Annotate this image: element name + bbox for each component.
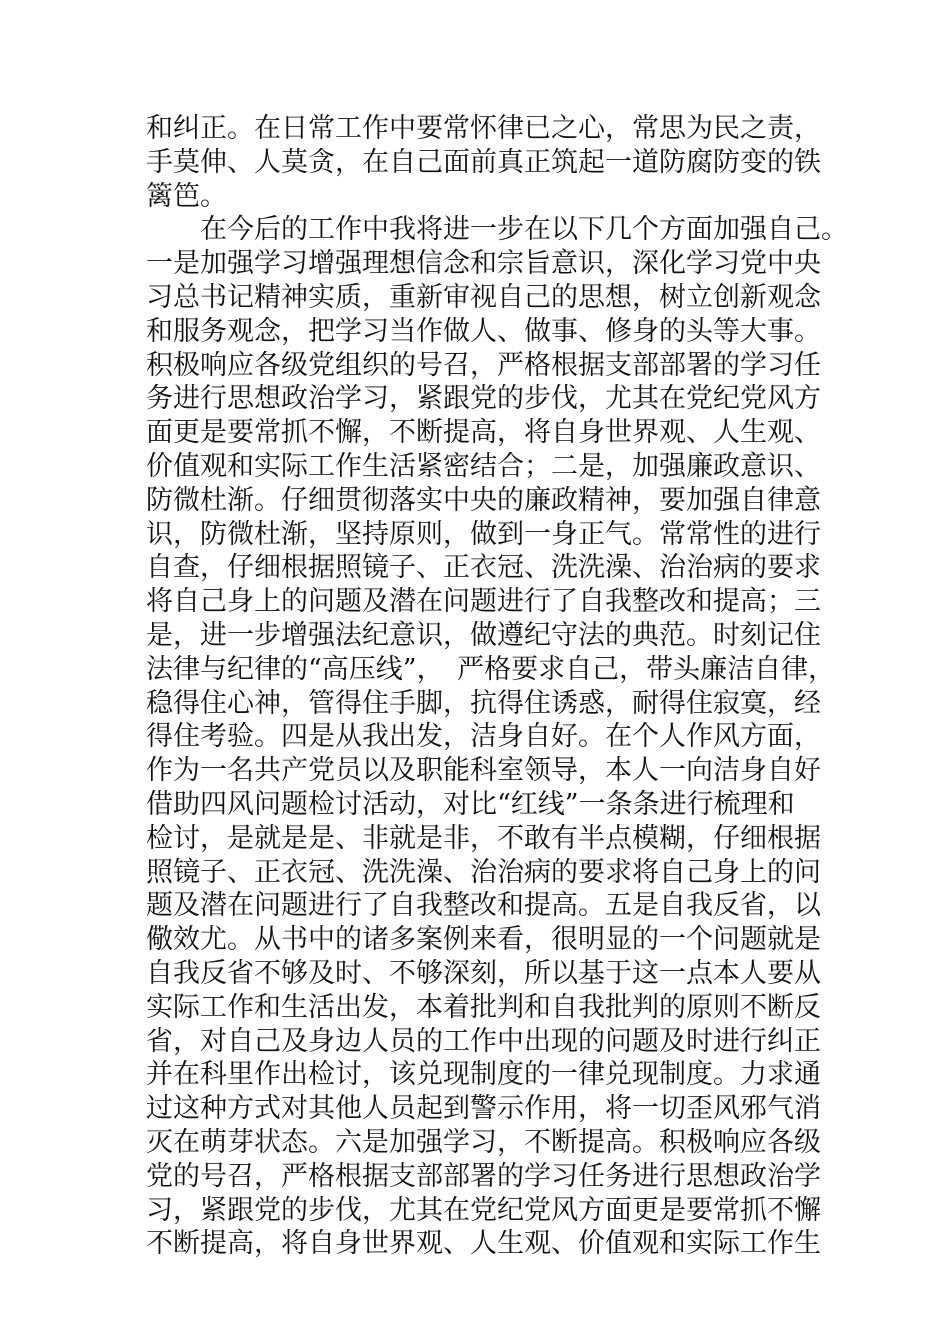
text-line: 面更是要常抓不懈，不断提高，将自身世界观、人生观、: [146, 417, 821, 449]
text-line: 自我反省不够及时、不够深刻，所以基于这一点本人要从: [146, 957, 821, 989]
text-line: 题及潜在问题进行了自我整改和提高。五是自我反省，以: [146, 890, 821, 922]
text-line: 省，对自己及身边人员的工作中出现的问题及时进行纠正: [146, 1025, 821, 1057]
text-line: 习总书记精神实质，重新审视自己的思想，树立创新观念: [146, 281, 821, 313]
text-line: 稳得住心神，管得住手脚，抗得住诱惑，耐得住寂寞，经: [146, 687, 821, 719]
text-line: 过这种方式对其他人员起到警示作用，将一切歪风邪气消: [146, 1093, 821, 1125]
text-line: 灭在萌芽状态。六是加强学习，不断提高。积极响应各级: [146, 1126, 821, 1158]
text-line: 是，进一步增强法纪意识，做遵纪守法的典范。时刻记住: [146, 619, 821, 651]
text-line: 法律与纪律的“高压线”， 严格要求自己，带头廉洁自律，: [146, 653, 836, 685]
text-line: 篱笆。: [146, 180, 227, 212]
text-line: 务进行思想政治学习，紧跟党的步伐，尤其在党纪党风方: [146, 383, 821, 415]
text-line: 检讨，是就是是、非就是非，不敢有半点模糊，仔细根据: [146, 822, 821, 854]
body-text: [146, 112, 848, 1261]
paragraph-start-line: 在今后的工作中我将进一步在以下几个方面加强自己。: [146, 214, 848, 246]
text-line: 积极响应各级党组织的号召，严格根据支部部署的学习任: [146, 349, 821, 381]
text-line: 识，防微杜渐，坚持原则，做到一身正气。常常性的进行: [146, 518, 821, 550]
text-line: 防微杜渐。仔细贯彻落实中央的廉政精神，要加强自律意: [146, 484, 821, 516]
text-line: 作为一名共产党员以及职能科室领导，本人一向洁身自好: [146, 755, 821, 787]
text-line: 习，紧跟党的步伐，尤其在党纪党风方面更是要常抓不懈: [146, 1194, 821, 1226]
text-line: 和服务观念，把学习当作做人、做事、修身的头等大事。: [146, 315, 821, 347]
text-line: 并在科里作出检讨，该兑现制度的一律兑现制度。力求通: [146, 1059, 821, 1091]
text-line: 和纠正。在日常工作中要常怀律已之心，常思为民之责，: [146, 113, 821, 144]
text-line: 儆效尤。从书中的诸多案例来看，很明显的一个问题就是: [146, 924, 821, 956]
text-line: 不断提高，将自身世界观、人生观、价值观和实际工作生: [146, 1228, 821, 1260]
text-line: 实际工作和生活出发，本着批判和自我批判的原则不断反: [146, 991, 821, 1023]
text-line: 一是加强学习增强理想信念和宗旨意识，深化学习党中央: [146, 248, 821, 280]
text-line: 价值观和实际工作生活紧密结合；二是，加强廉政意识、: [146, 450, 821, 482]
text-line: 得住考验。四是从我出发，洁身自好。在个人作风方面，: [146, 721, 821, 753]
text-line: 手莫伸、人莫贪，在自己面前真正筑起一道防腐防变的铁: [146, 146, 821, 178]
text-line: 将自己身上的问题及潜在问题进行了自我整改和提高；三: [146, 586, 821, 618]
text-line: 照镜子、正衣冠、洗洗澡、治治病的要求将自己身上的问: [146, 856, 821, 888]
text-line: 党的号召，严格根据支部部署的学习任务进行思想政治学: [146, 1160, 821, 1192]
text-line: 自查，仔细根据照镜子、正衣冠、洗洗澡、治治病的要求: [146, 552, 821, 584]
text-line: 借助四风问题检讨活动，对比“红线”一条条进行梳理和: [146, 788, 795, 820]
